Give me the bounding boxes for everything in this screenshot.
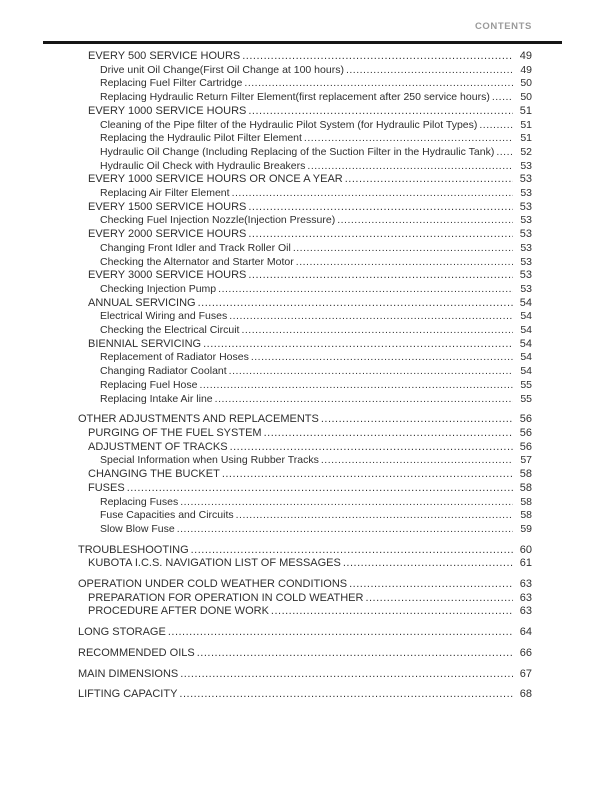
toc-entry xyxy=(78,91,532,105)
toc-list xyxy=(78,50,532,702)
toc-entry-page: 57 xyxy=(520,454,532,467)
toc-entry xyxy=(78,297,532,311)
toc-entry-label: Hydraulic Oil Check with Hydraulic Breakers xyxy=(100,159,306,172)
dot-leader xyxy=(248,105,513,119)
dot-leader xyxy=(215,393,513,407)
dot-leader xyxy=(492,91,513,105)
toc-entry-page: 52 xyxy=(520,145,532,158)
toc-entry xyxy=(78,256,532,270)
dot-leader xyxy=(496,146,513,160)
toc-entry-page: 53 xyxy=(519,228,532,241)
dot-leader xyxy=(229,310,513,324)
toc-entry-label: PURGING OF THE FUEL SYSTEM xyxy=(88,426,262,439)
toc-entry xyxy=(78,338,532,352)
toc-entry-label: EVERY 2000 SERVICE HOURS xyxy=(88,228,247,241)
toc-entry xyxy=(78,647,532,661)
toc-entry xyxy=(78,592,532,606)
dot-leader xyxy=(177,523,513,537)
dot-leader xyxy=(197,647,513,661)
toc-entry-label: OTHER ADJUSTMENTS AND REPLACEMENTS xyxy=(78,413,319,426)
toc-entry xyxy=(78,201,532,215)
toc-entry-page: 64 xyxy=(519,626,532,639)
toc-entry xyxy=(78,557,532,571)
dot-leader xyxy=(229,365,513,379)
dot-leader xyxy=(232,187,513,201)
toc-entry xyxy=(78,242,532,256)
toc-entry xyxy=(78,105,532,119)
toc-entry-label: Drive unit Oil Change(First Oil Change at 100 hours) xyxy=(100,63,344,76)
toc-entry xyxy=(78,50,532,64)
dot-leader xyxy=(321,413,513,427)
toc-entry xyxy=(78,626,532,640)
toc-entry-page: 54 xyxy=(520,310,532,323)
toc-entry-page: 51 xyxy=(520,132,532,145)
toc-entry-page: 51 xyxy=(519,104,532,117)
dot-leader xyxy=(179,688,513,702)
toc-entry xyxy=(78,454,532,468)
toc-entry-page: 56 xyxy=(519,440,532,453)
dot-leader xyxy=(242,50,513,64)
dot-leader xyxy=(307,160,513,174)
toc-entry-label: LIFTING CAPACITY xyxy=(78,688,178,701)
toc-entry-page: 53 xyxy=(520,214,532,227)
toc-entry-page: 54 xyxy=(520,351,532,364)
toc-entry-page: 49 xyxy=(519,50,532,62)
toc-entry-label: RECOMMENDED OILS xyxy=(78,646,195,659)
toc-entry-label: ADJUSTMENT OF TRACKS xyxy=(88,440,228,453)
dot-leader xyxy=(293,242,513,256)
toc-entry-label: OPERATION UNDER COLD WEATHER CONDITIONS xyxy=(78,578,348,591)
toc-entry xyxy=(78,310,532,324)
toc-entry-page: 58 xyxy=(519,481,532,494)
toc-entry xyxy=(78,64,532,78)
toc-entry-page: 53 xyxy=(519,200,532,213)
toc-entry xyxy=(78,119,532,133)
toc-entry-page: 61 xyxy=(519,557,532,570)
toc-entry xyxy=(78,668,532,682)
toc-entry-page: 50 xyxy=(520,77,532,90)
toc-entry xyxy=(78,160,532,174)
toc-entry xyxy=(78,351,532,365)
toc-entry-label: EVERY 3000 SERVICE HOURS xyxy=(88,269,247,282)
toc-entry xyxy=(78,146,532,160)
toc-entry-page: 56 xyxy=(519,413,532,426)
toc-entry-label: MAIN DIMENSIONS xyxy=(78,667,179,680)
toc-entry xyxy=(78,605,532,619)
toc-entry-label: Cleaning of the Pipe filter of the Hydraulic Pilot System (for Hydraulic Pilot Types) xyxy=(100,118,478,131)
toc-entry-label: EVERY 500 SERVICE HOURS xyxy=(88,50,241,62)
toc-entry-label: Fuse Capacities and Circuits xyxy=(100,509,234,522)
toc-entry-page: 60 xyxy=(519,543,532,556)
toc-entry-page: 56 xyxy=(519,426,532,439)
toc-entry xyxy=(78,393,532,407)
dot-leader xyxy=(218,283,513,297)
toc-entry-label: Replacing Fuses xyxy=(100,495,179,508)
toc-entry-label: CHANGING THE BUCKET xyxy=(88,468,220,481)
toc-entry-page: 51 xyxy=(520,118,532,131)
toc-entry xyxy=(78,482,532,496)
dot-leader xyxy=(198,297,513,311)
toc-entry xyxy=(78,441,532,455)
toc-entry xyxy=(78,77,532,91)
toc-entry-label: Slow Blow Fuse xyxy=(100,522,175,535)
dot-leader xyxy=(248,269,513,283)
toc-entry-label: Checking the Alternator and Starter Motor xyxy=(100,255,294,268)
dot-leader xyxy=(479,119,513,133)
toc-entry-label: EVERY 1000 SERVICE HOURS OR ONCE A YEAR xyxy=(88,173,343,186)
dot-leader xyxy=(321,454,513,468)
toc-entry-page: 54 xyxy=(519,296,532,309)
toc-entry xyxy=(78,523,532,537)
toc-entry-label: Replacing Fuel Filter Cartridge xyxy=(100,77,243,90)
toc-entry-page: 53 xyxy=(520,255,532,268)
toc-entry-label: EVERY 1500 SERVICE HOURS xyxy=(88,200,247,213)
toc-entry-label: PREPARATION FOR OPERATION IN COLD WEATHER xyxy=(88,591,364,604)
toc-entry-page: 54 xyxy=(519,337,532,350)
dot-leader xyxy=(345,173,513,187)
toc-entry-page: 49 xyxy=(520,63,532,76)
dot-leader xyxy=(244,77,513,91)
toc-entry xyxy=(78,132,532,146)
dot-leader xyxy=(127,482,513,496)
dot-leader xyxy=(296,256,513,270)
toc-entry-label: Electrical Wiring and Fuses xyxy=(100,310,228,323)
toc-entry-page: 68 xyxy=(519,688,532,701)
toc-entry xyxy=(78,544,532,558)
toc-entry-page: 55 xyxy=(520,392,532,405)
dot-leader xyxy=(180,496,513,510)
dot-leader xyxy=(180,668,513,682)
toc-entry-label: Checking the Electrical Circuit xyxy=(100,324,240,337)
toc-entry xyxy=(78,187,532,201)
dot-leader xyxy=(343,557,513,571)
toc-entry-page: 55 xyxy=(520,378,532,391)
toc-entry-page: 63 xyxy=(519,591,532,604)
toc-entry xyxy=(78,365,532,379)
dot-leader xyxy=(349,578,513,592)
dot-leader xyxy=(248,228,513,242)
header-rule xyxy=(43,41,562,44)
toc-entry-label: ANNUAL SERVICING xyxy=(88,296,196,309)
toc-entry-page: 58 xyxy=(519,468,532,481)
toc-entry-label: Checking Fuel Injection Nozzle(Injection Pressure) xyxy=(100,214,336,227)
dot-leader xyxy=(248,201,513,215)
toc-entry xyxy=(78,688,532,702)
dot-leader xyxy=(271,605,513,619)
toc-entry-label: Changing Front Idler and Track Roller Oil xyxy=(100,241,291,254)
toc-entry-page: 58 xyxy=(520,509,532,522)
toc-entry-page: 66 xyxy=(519,646,532,659)
toc-entry xyxy=(78,214,532,228)
toc-entry-label: FUSES xyxy=(88,481,125,494)
toc-entry-label: Replacement of Radiator Hoses xyxy=(100,351,249,364)
toc-entry-label: Hydraulic Oil Change (Including Replacing of the Suction Filter in the Hydraulic Tank) xyxy=(100,145,495,158)
dot-leader xyxy=(199,379,513,393)
dot-leader xyxy=(191,544,513,558)
dot-leader xyxy=(264,427,513,441)
dot-leader xyxy=(168,626,513,640)
toc-entry-page: 63 xyxy=(519,605,532,618)
toc-entry-page: 53 xyxy=(520,241,532,254)
toc-entry-label: PROCEDURE AFTER DONE WORK xyxy=(88,605,269,618)
page-header: CONTENTS xyxy=(474,21,532,32)
toc-entry-label: TROUBLESHOOTING xyxy=(78,543,189,556)
toc-entry xyxy=(78,496,532,510)
toc-entry xyxy=(78,173,532,187)
toc-entry-label: KUBOTA I.C.S. NAVIGATION LIST OF MESSAGES xyxy=(88,557,341,570)
dot-leader xyxy=(365,592,513,606)
toc-entry-label: Replacing Hydraulic Return Filter Element(first replacement after 250 service hours) xyxy=(100,91,490,104)
toc-entry-page: 67 xyxy=(519,667,532,680)
dot-leader xyxy=(346,64,513,78)
toc-entry xyxy=(78,413,532,427)
toc-entry-label: BIENNIAL SERVICING xyxy=(88,337,202,350)
toc-entry-label: Checking Injection Pump xyxy=(100,282,217,295)
toc-entry-label: LONG STORAGE xyxy=(78,626,166,639)
toc-entry-page: 59 xyxy=(520,522,532,535)
toc-entry xyxy=(78,468,532,482)
toc-entry-page: 53 xyxy=(519,269,532,282)
toc-entry xyxy=(78,324,532,338)
toc-entry-page: 54 xyxy=(520,365,532,378)
toc-entry-page: 63 xyxy=(519,578,532,591)
toc-entry xyxy=(78,578,532,592)
toc-entry-label: Replacing the Hydraulic Pilot Filter Element xyxy=(100,132,302,145)
toc-entry-label: Changing Radiator Coolant xyxy=(100,365,227,378)
toc-entry xyxy=(78,427,532,441)
dot-leader xyxy=(251,351,513,365)
toc-entry-page: 58 xyxy=(520,495,532,508)
toc-entry xyxy=(78,283,532,297)
toc-entry-label: Replacing Fuel Hose xyxy=(100,378,198,391)
dot-leader xyxy=(337,214,513,228)
dot-leader xyxy=(241,324,513,338)
toc-entry-page: 53 xyxy=(520,187,532,200)
dot-leader xyxy=(230,441,513,455)
toc-entry-page: 54 xyxy=(520,324,532,337)
dot-leader xyxy=(304,132,513,146)
toc-entry xyxy=(78,379,532,393)
toc-entry-page: 53 xyxy=(519,173,532,186)
toc-entry-page: 50 xyxy=(520,91,532,104)
toc-entry-label: EVERY 1000 SERVICE HOURS xyxy=(88,104,247,117)
toc-entry-label: Replacing Air Filter Element xyxy=(100,187,230,200)
toc-entry-page: 53 xyxy=(520,159,532,172)
toc-entry-label: Replacing Intake Air line xyxy=(100,392,213,405)
dot-leader xyxy=(236,509,513,523)
dot-leader xyxy=(222,468,513,482)
dot-leader xyxy=(203,338,513,352)
toc-entry xyxy=(78,269,532,283)
toc-entry xyxy=(78,228,532,242)
toc-entry-page: 53 xyxy=(520,282,532,295)
toc-entry-label: Special Information when Using Rubber Tracks xyxy=(100,454,319,467)
toc-entry xyxy=(78,509,532,523)
